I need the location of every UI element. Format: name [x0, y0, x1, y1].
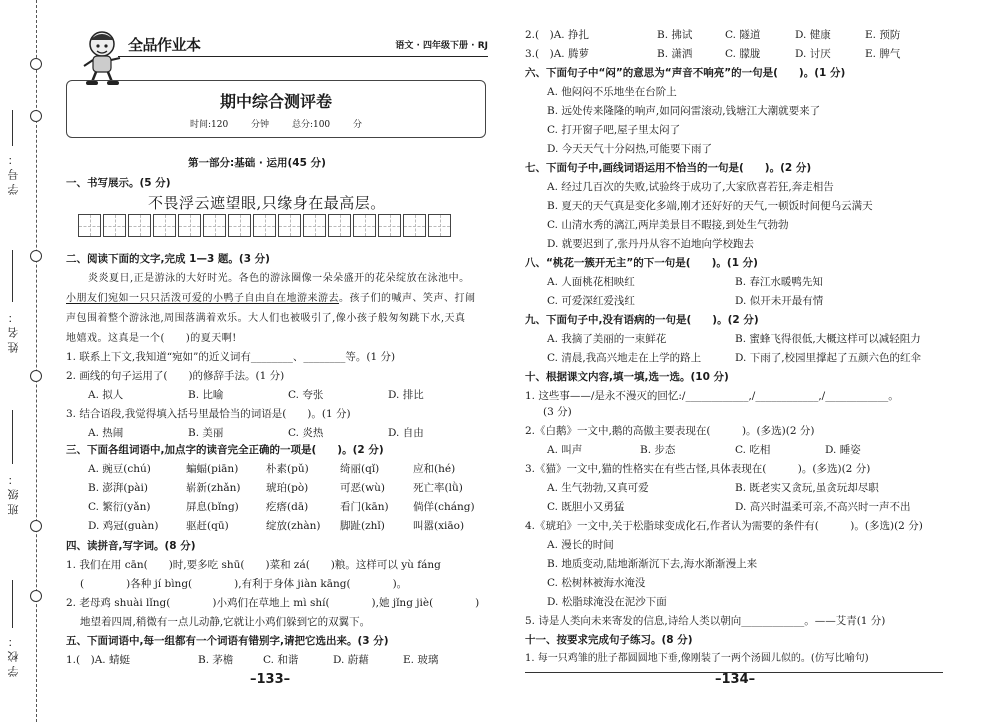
q9-heading: 九、下面句子中,没有语病的一句是( )。(2 分) [525, 314, 759, 326]
q2-sub-2-option[interactable]: D. 排比 [388, 389, 424, 401]
q3-word: 屏息(bǐng) [186, 501, 239, 513]
q4-line-2[interactable]: ( )各种 jí bìng( ),有利于身体 jiàn kāng( )。 [80, 578, 408, 590]
q1-poem: 不畏浮云遮望眼,只缘身在最高层。 [148, 194, 386, 212]
grid-cell[interactable] [428, 214, 451, 237]
q3-word: 看门(kān) [340, 501, 389, 513]
q6-option[interactable]: D. 今天天气十分闷热,可能要下雨了 [547, 143, 713, 155]
grid-cell[interactable] [403, 214, 426, 237]
q5-row-2-option[interactable]: B. 拂试 [657, 29, 693, 41]
subject-label: 语文 · 四年级下册 · RJ [395, 41, 488, 51]
q3-word: A. 豌豆(chú) [88, 463, 151, 475]
grid-cell[interactable] [103, 214, 126, 237]
grid-cell[interactable] [278, 214, 301, 237]
header-rule [118, 56, 488, 57]
q3-word: 倘佯(cháng) [413, 501, 475, 513]
q2-sub-2[interactable]: 2. 画线的句子运用了( )的修辞手法。(1 分) [66, 370, 285, 382]
q5-row-2-option[interactable]: D. 健康 [795, 29, 831, 41]
q2-sub-2-option[interactable]: A. 拟人 [88, 389, 124, 401]
q4-line-3[interactable]: 2. 老母鸡 shuài lǐng( )小鸡们在草地上 mì shí( ),她 jǐng jiè( ) [66, 597, 480, 609]
q5-row-3-option[interactable]: E. 脾气 [865, 48, 901, 60]
part-heading: 第一部分:基础 · 运用(45 分) [188, 157, 326, 169]
q2-sub-2-option[interactable]: C. 夸张 [288, 389, 324, 401]
q10-sub-2-option[interactable]: D. 睡姿 [825, 444, 861, 456]
school-line[interactable] [12, 580, 13, 628]
q2-passage-line-4: 地嬉戏。这真是一个( )的夏天啊! [66, 333, 237, 344]
q3-word: 驱赶(qū) [186, 520, 229, 532]
q4-line-4: 地望着四周,稍微有一点儿动静,它就让小鸡们躲到它的双翼下。 [80, 616, 371, 628]
q2-sub-3-option[interactable]: B. 美丽 [188, 427, 224, 439]
q7-option[interactable]: B. 夏天的天气真是变化多端,刚才还好好的天气,一顿饭时间便乌云满天 [547, 200, 873, 212]
q6-heading: 六、下面句子中“闷”的意思为“声音不响亮”的一句是( )。(1 分) [525, 67, 846, 79]
q3-word: 蝙蝠(piān) [186, 463, 239, 475]
q5-row-1-option[interactable]: B. 茅檐 [198, 654, 234, 666]
q9-option[interactable]: D. 下雨了,校园里撑起了五颜六色的红伞 [735, 352, 922, 364]
q4-heading: 四、读拼音,写字词。(8 分) [66, 540, 196, 552]
binding-hole [30, 58, 42, 70]
q2-passage-line-3: 声包围着整个游泳池,周围落满着欢乐。大人们也被吸引了,像小孩子般匆匆跳下水,天真 [66, 313, 466, 324]
q10-sub-1-score: (3 分) [543, 406, 572, 418]
q3-option-d[interactable]: D. 鸡冠(guàn) [88, 520, 159, 532]
grid-cell[interactable] [128, 214, 151, 237]
class-label: 班级： [7, 470, 20, 515]
q10-sub-1[interactable]: 1. 这些事——/是永不漫灭的回忆:/____________,/____________,/____________。 [525, 390, 899, 402]
q3-word: 死亡率(lǜ) [413, 482, 463, 494]
q5-heading: 五、下面词语中,每一组都有一个词语有错别字,请把它选出来。(3 分) [66, 635, 389, 647]
q7-option[interactable]: A. 经过几百次的失败,试验终于成功了,大家欣喜若狂,奔走相告 [547, 181, 834, 193]
grid-cell[interactable] [178, 214, 201, 237]
q3-word: 绮丽(qǐ) [340, 463, 380, 475]
q7-option[interactable]: D. 就要迟到了,张丹丹从容不迫地向学校跑去 [547, 238, 755, 250]
q5-row-1-option[interactable]: E. 玻璃 [403, 654, 439, 666]
q3-option-b[interactable]: B. 澎湃(pài) [88, 482, 148, 494]
q7-heading: 七、下面句子中,画线词语运用不恰当的一句是( )。(2 分) [525, 162, 812, 174]
q2-sub-3-option[interactable]: A. 热闹 [88, 427, 124, 439]
grid-cell[interactable] [153, 214, 176, 237]
q2-underlined-sentence: 小朋友们宛如一只只活泼可爱的小鸭子自由自在地游来游去 [66, 293, 339, 304]
q10-sub-3-option[interactable]: D. 高兴时温柔可亲,不高兴时一声不出 [735, 501, 911, 513]
q10-sub-3-option[interactable]: C. 既胆小又勇猛 [547, 501, 625, 513]
grid-cell[interactable] [228, 214, 251, 237]
q2-sub-2-option[interactable]: B. 比喻 [188, 389, 224, 401]
q3-word: 崭新(zhǎn) [186, 482, 241, 494]
q5-row-2-option[interactable]: 2.( )A. 挣扎 [525, 29, 589, 41]
page-right [525, 0, 960, 722]
q10-sub-4-option[interactable]: B. 地质变动,陆地渐渐沉下去,海水渐渐漫上来 [547, 558, 758, 570]
q10-sub-2-option[interactable]: B. 步态 [640, 444, 676, 456]
q2-sub-3[interactable]: 3. 结合语段,我觉得填入括号里最恰当的词语是( )。(1 分) [66, 408, 351, 420]
binding-hole [30, 370, 42, 382]
q2-sub-3-option[interactable]: D. 自由 [388, 427, 424, 439]
page-left [58, 0, 488, 722]
q10-sub-3-option[interactable]: B. 既老实又贪玩,虽贪玩却尽职 [735, 482, 879, 494]
name-label: 姓名： [7, 308, 20, 353]
q1-heading: 一、书写展示。(5 分) [66, 177, 171, 189]
page-number-right: –134– [715, 672, 756, 687]
q9-option[interactable]: A. 我摘了美丽的一束鲜花 [547, 333, 667, 345]
q8-option[interactable]: A. 人面桃花相映红 [547, 276, 635, 288]
q5-row-1-option[interactable]: C. 和谐 [263, 654, 299, 666]
q3-option-c[interactable]: C. 繁衍(yǎn) [88, 501, 151, 513]
q6-option[interactable]: B. 远处传来隆隆的响声,如同闷雷滚动,钱塘江大潮就要来了 [547, 105, 821, 117]
q5-row-1-option[interactable]: D. 蔚藉 [333, 654, 369, 666]
q3-word: 叫嚣(xiāo) [413, 520, 465, 532]
q3-heading: 三、下面各组词语中,加点字的读音完全正确的一项是( )。(2 分) [66, 444, 384, 456]
q10-sub-5[interactable]: 5. 诗是人类向未来寄发的信息,诗给人类以朝向____________。——艾青(1 分) [525, 615, 886, 627]
q8-heading: 八、“桃花一簇开无主”的下一句是( )。(1 分) [525, 257, 758, 269]
q5-row-3-option[interactable]: B. 潇洒 [657, 48, 693, 60]
binding-strip [0, 0, 50, 722]
q3-word: 琥珀(pò) [266, 482, 309, 494]
q10-sub-3[interactable]: 3.《猫》一文中,猫的性格实在有些古怪,具体表现在( )。(多选)(2 分) [525, 463, 871, 475]
q11-heading: 十一、按要求完成句子练习。(8 分) [525, 634, 693, 646]
q9-option[interactable]: C. 清晨,我高兴地走在上学的路上 [547, 352, 702, 364]
cut-line [36, 0, 37, 722]
binding-hole [30, 110, 42, 122]
q5-row-3-option[interactable]: D. 讨厌 [795, 48, 831, 60]
q5-row-2-option[interactable]: C. 隧道 [725, 29, 761, 41]
q10-heading: 十、根据课文内容,填一填,选一选。(10 分) [525, 371, 729, 383]
q7-option[interactable]: C. 山清水秀的漓江,两岸美景目不暇接,到处生气勃勃 [547, 219, 789, 231]
q3-option-a[interactable] [88, 462, 151, 476]
q3-word: 脚趾(zhǐ) [340, 520, 385, 532]
grid-cell[interactable] [353, 214, 376, 237]
brand-logo-text: 全品作业本 [128, 36, 201, 54]
q2-passage-line-2b: 。孩子们的喊声、笑声、打闹 [339, 293, 476, 304]
q3-word: 疙瘩(dā) [266, 501, 309, 513]
q5-row-1-option[interactable]: 1.( )A. 蜻蜓 [66, 654, 130, 666]
q2-heading: 二、阅读下面的文字,完成 1—3 题。(3 分) [66, 253, 270, 265]
q3-word: 可恶(wù) [340, 482, 385, 494]
q10-sub-4-option[interactable]: A. 漫长的时间 [547, 539, 614, 551]
grid-cell[interactable] [378, 214, 401, 237]
q8-option[interactable]: B. 春江水暖鸭先知 [735, 276, 823, 288]
q2-passage-line-1: 炎炎夏日,正是游泳的大好时光。各色的游泳圈像一朵朵盛开的花朵绽放在泳池中。 [88, 273, 470, 284]
binding-hole [30, 590, 42, 602]
q3-word: 绽放(zhàn) [266, 520, 321, 532]
q2-sub-3-option[interactable]: C. 炎热 [288, 427, 324, 439]
q3-word: 朴素(pǔ) [266, 463, 309, 475]
q8-option[interactable]: D. 似开未开最有情 [735, 295, 824, 307]
binding-hole [30, 250, 42, 262]
q5-row-3-option[interactable]: C. 朦胧 [725, 48, 761, 60]
exam-title: 期中综合测评卷 [219, 92, 332, 111]
student-id-line[interactable] [12, 110, 13, 146]
q10-sub-4[interactable]: 4.《琥珀》一文中,关于松脂球变成化石,作者认为需要的条件有( )。(多选)(2 分) [525, 520, 923, 532]
school-label: 学校： [7, 632, 20, 677]
q8-option[interactable]: C. 可爱深红爱浅红 [547, 295, 635, 307]
mascot-icon [80, 28, 126, 88]
q10-sub-2-option[interactable]: C. 吃相 [735, 444, 771, 456]
q10-sub-2-option[interactable]: A. 叫声 [547, 444, 583, 456]
page-header [58, 28, 488, 70]
exam-time: 时间:120 分钟 [189, 120, 270, 130]
q5-row-2-option[interactable]: E. 预防 [865, 29, 901, 41]
grid-cell[interactable] [253, 214, 276, 237]
q4-line-1[interactable]: 1. 我们在用 cān( )时,要多吃 shū( )菜和 zá( )粮。这样可以 yù fáng [66, 559, 441, 571]
exam-title-box [66, 80, 486, 138]
binding-hole [30, 520, 42, 532]
q10-sub-4-option[interactable]: D. 松脂球淹没在泥沙下面 [547, 596, 667, 608]
q9-option[interactable]: B. 蜜蜂飞得很低,大概这样可以减轻阻力 [735, 333, 921, 345]
q11-sub-1: 1. 每一只鸡雏的肚子都圆圆地下垂,像刚装了一两个汤圆儿似的。(仿写比喻句) [525, 653, 869, 664]
grid-cell[interactable] [328, 214, 351, 237]
grid-cell[interactable] [203, 214, 226, 237]
grid-cell[interactable] [78, 214, 101, 237]
name-line[interactable] [12, 250, 13, 302]
page-number-left: –133– [250, 672, 291, 687]
exam-score: 总分:100 分 [291, 120, 363, 130]
q2-sub-1[interactable]: 1. 联系上下文,我知道“宛如”的近义词有________、________等。(1 分) [66, 351, 396, 363]
exam-meta [67, 117, 485, 130]
q3-word: 应和(hé) [413, 463, 456, 475]
q2-passage-line-2 [66, 292, 476, 306]
grid-cell[interactable] [303, 214, 326, 237]
q10-sub-4-option[interactable]: C. 松树林被海水淹没 [547, 577, 646, 589]
q10-sub-2[interactable]: 2.《白鹅》一文中,鹅的高傲主要表现在( )。(多选)(2 分) [525, 425, 815, 437]
student-id-label: 学号： [7, 150, 20, 195]
q5-row-3-option[interactable]: 3.( )A. 腾萝 [525, 48, 589, 60]
q6-option[interactable]: A. 他闷闷不乐地坐在台阶上 [547, 86, 677, 98]
q6-option[interactable]: C. 打开窗子吧,屋子里太闷了 [547, 124, 681, 136]
class-line[interactable] [12, 410, 13, 464]
q10-sub-3-option[interactable]: A. 生气勃勃,又真可爱 [547, 482, 649, 494]
